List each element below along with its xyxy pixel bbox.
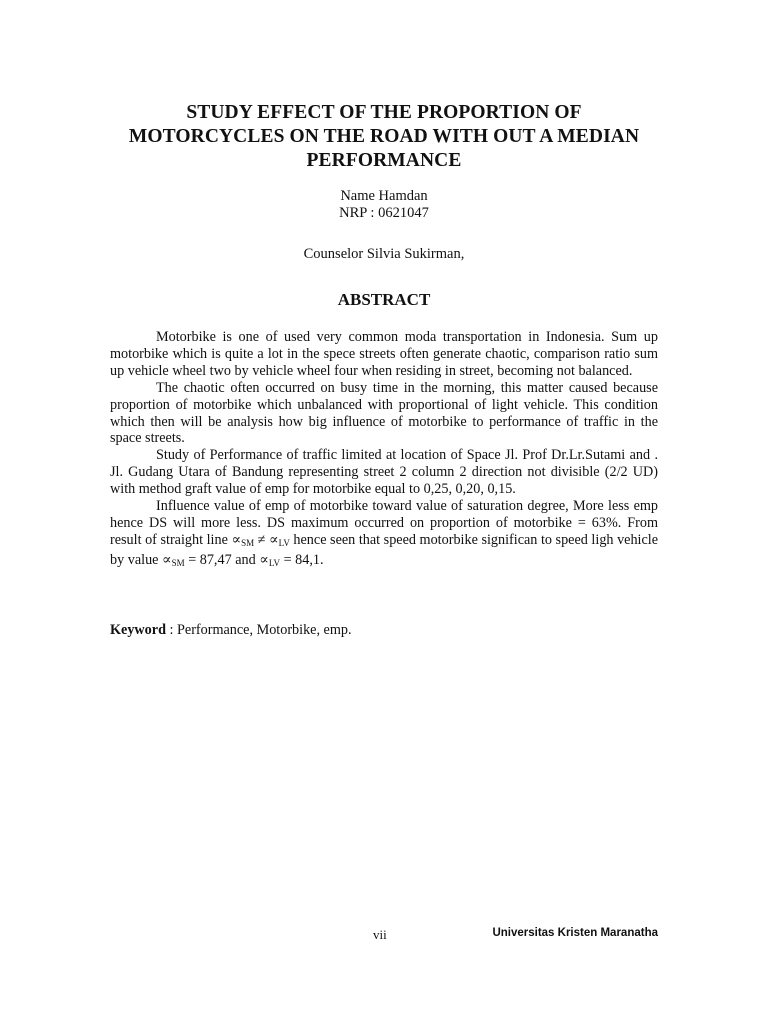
abstract-heading: ABSTRACT (337, 290, 431, 309)
keywords (110, 622, 352, 639)
author-nrp: NRP : 0621047 (339, 205, 429, 221)
abstract-paragraph-1: Motorbike is one of used very common moda transportation in Indonesia. Sum up motorbike which is quite a lot in the spece streets often generate chaotic, comparison ratio sum up vehicle wheel two by vehicle wheel four when residing in street, becoming not balanced. (110, 329, 658, 379)
subscript-lv: LV (268, 557, 281, 568)
alpha-symbol: ∝ (231, 531, 242, 548)
title-line-2: MOTORCYCLES ON THE ROAD WITH OUT A MEDIAN (128, 126, 640, 147)
keyword-text: : Performance, Motorbike, emp. (165, 622, 352, 638)
value-sm: = 87,47 and (188, 551, 256, 568)
title-line-1: STUDY EFFECT OF THE PROPORTION OF (186, 102, 582, 123)
value-lv: = 84,1. (283, 551, 324, 568)
alpha-symbol: ∝ (269, 531, 279, 548)
paper-title (100, 101, 668, 173)
subscript-lv: LV (278, 537, 290, 548)
abstract-paragraph-2: The chaotic often occurred on busy time in the morning, this matter caused because proportion of motorbike which unbalanced with proportional of light vehicle. This condition which then will be analysis how big influence of motorbike to performance of traffic in the space streets. (110, 379, 658, 447)
p4-text-2: hence seen that speed motorbike significan to speed ligh vehicle by value (110, 531, 659, 568)
alpha-symbol: ∝ (162, 551, 172, 568)
abstract-paragraph-4 (110, 498, 658, 572)
university-name: Universitas Kristen Maranatha (492, 927, 658, 939)
abstract-body (110, 329, 658, 572)
keyword-label: Keyword (110, 622, 166, 638)
author-name: Name Hamdan (340, 188, 428, 204)
title-line-3: PERFORMANCE (306, 150, 462, 171)
alpha-symbol: ∝ (259, 551, 269, 568)
p4-text-1: Influence value of emp of motorbike toward value of saturation degree, More less emp hence DS will more less. DS maximum occurred on proportion of motorbike = 63%. From result of straight line (110, 498, 658, 548)
subscript-sm: SM (171, 557, 185, 568)
abstract-paragraph-3: Study of Performance of traffic limited at location of Space Jl. Prof Dr.Lr.Sutami and . Jl. Gudang Utara of Bandung representing street 2 column 2 direction not divisible (2/2 UD) with method graft value of emp for motorbike equal to 0,25, 0,20, 0,15. (110, 447, 658, 498)
counselor-name: Counselor Silvia Sukirman, (303, 246, 465, 262)
subscript-sm: SM (241, 537, 255, 548)
page-number: vii (373, 927, 387, 942)
not-equal-symbol: ≠ (257, 531, 266, 548)
